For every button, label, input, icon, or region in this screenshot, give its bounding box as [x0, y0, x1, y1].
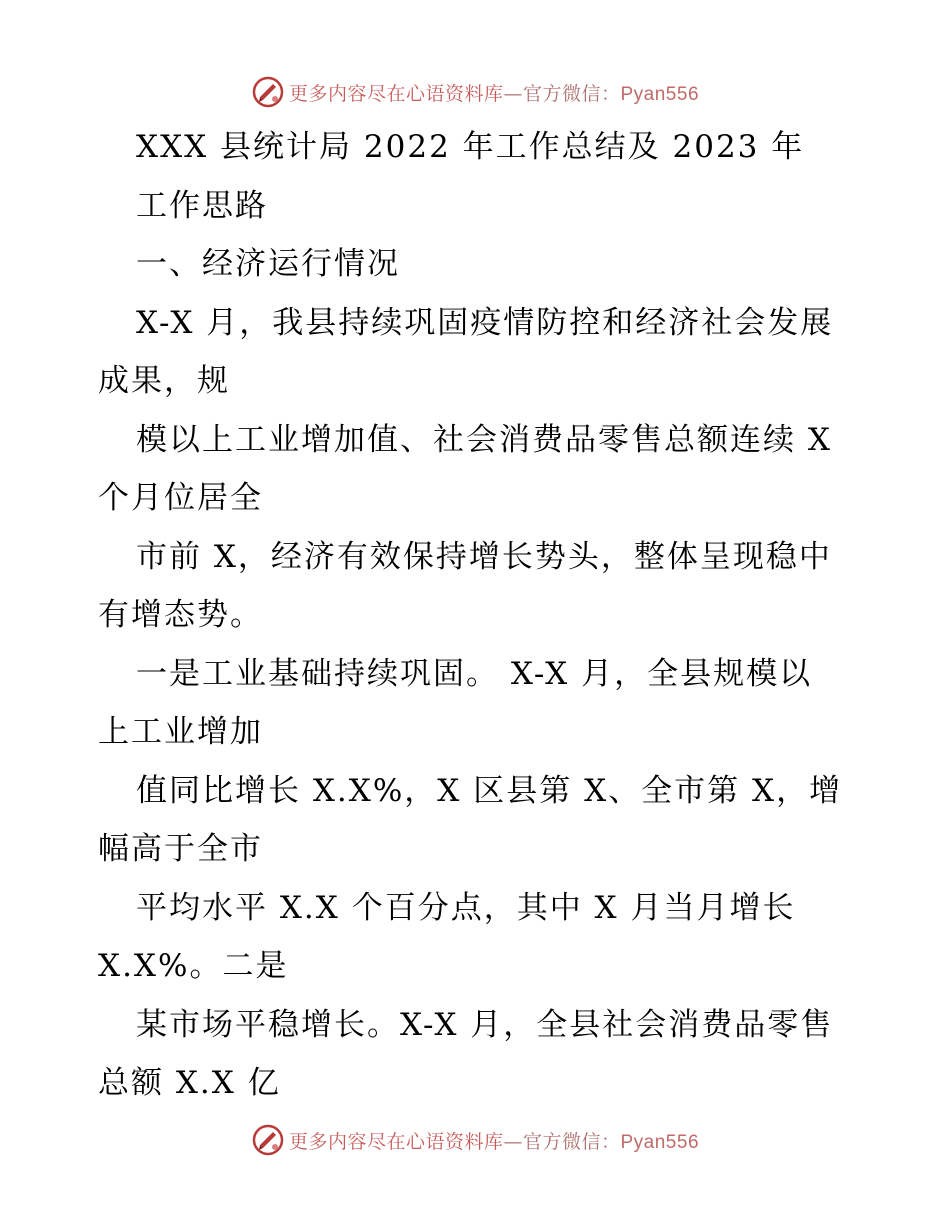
banner-main-text: 更多内容尽在心语资料库 [288, 1130, 504, 1153]
footer-watermark-banner [0, 1120, 950, 1160]
document-body [98, 118, 868, 1113]
paragraph-line: 幅高于全市 [98, 831, 263, 867]
paragraph-line: 值同比增长 X.X%，X 区县第 X、全市第 X，增 [136, 772, 843, 809]
banner-text [289, 1127, 699, 1154]
paragraph-line: 某市场平稳增长。X-X 月，全县社会消费品零售 [136, 1006, 834, 1043]
paragraph-line: 总额 X.X 亿 [98, 1065, 281, 1101]
banner-wechat-label: 官方微信： [522, 82, 621, 105]
paragraph-line: 个月位居全 [98, 480, 263, 516]
banner-wechat-label: 官方微信： [522, 1130, 621, 1153]
paragraph-line: X-X 月，我县持续巩固疫情防控和经济社会发展 [136, 304, 834, 341]
section-heading: 一、经济运行情况 [136, 246, 400, 282]
banner-text [289, 79, 699, 106]
brand-logo-icon [251, 75, 285, 109]
paragraph-line: 平均水平 X.X 个百分点，其中 X 月当月增长 [136, 889, 796, 926]
banner-wechat-id: Pyan556 [620, 1131, 700, 1153]
paragraph-line: 成果，规 [98, 363, 230, 399]
banner-wechat-id: Pyan556 [620, 83, 700, 105]
banner-main-text: 更多内容尽在心语资料库 [288, 82, 504, 105]
paragraph-line: 市前 X，经济有效保持增长势头，整体呈现稳中 [136, 538, 832, 575]
paragraph-line: 一是工业基础持续巩固。 X-X 月，全县规模以 [136, 655, 813, 692]
banner-separator: — [503, 1130, 523, 1153]
doc-title-line-1: XXX 县统计局 2022 年工作总结及 2023 年 [136, 129, 805, 165]
brand-logo-icon [251, 1123, 285, 1157]
paragraph-line: 有增态势。 [98, 597, 263, 633]
doc-title-line-2: 工作思路 [136, 187, 268, 224]
paragraph-line: X.X%。二是 [98, 948, 289, 984]
paragraph-line: 模以上工业增加值、社会消费品零售总额连续 X [136, 421, 832, 458]
paragraph-line: 上工业增加 [98, 714, 263, 750]
banner-separator: — [503, 82, 523, 105]
header-watermark-banner [0, 72, 950, 112]
